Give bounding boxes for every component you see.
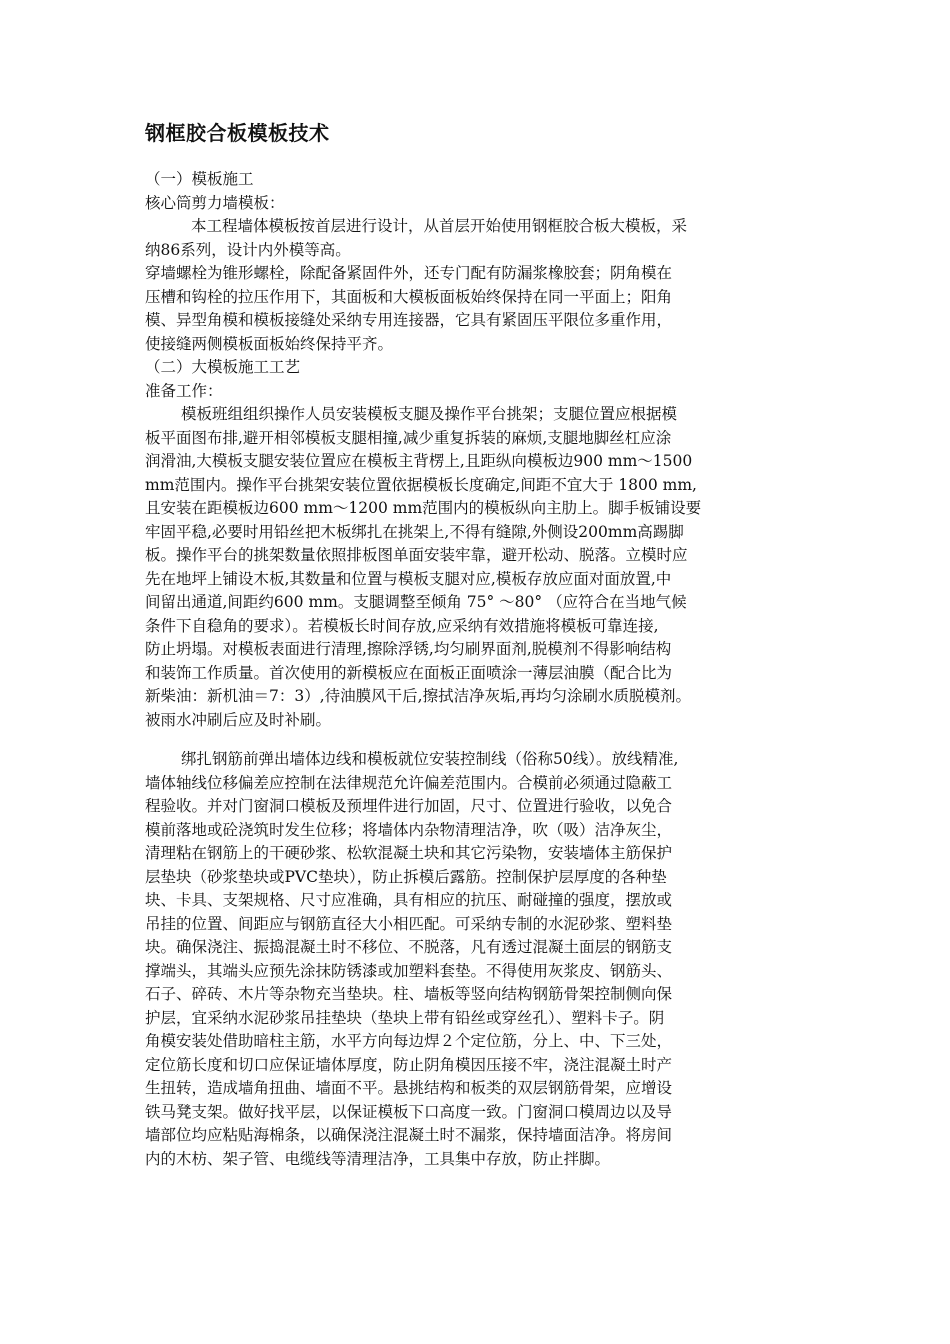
text-line: 块、卡具、支架规格、尺寸应准确，具有相应的抗压、耐碰撞的强度，摆放或 <box>145 891 673 909</box>
text-line: 角模安装处借助暗柱主筋，水平方向每边焊２个定位筋，分上、中、下三处， <box>145 1032 673 1050</box>
text-line: 且安装在距模板边600 mm～1200 mm范围内的模板纵向主肋上。脚手板铺设要 <box>145 499 702 517</box>
text-line: 定位筋长度和切口应保证墙体厚度，防止阴角模因压接不牢，浇注混凝土时产 <box>145 1055 673 1074</box>
text-line: 模、异型角模和模板接缝处采纳专用连接器，它具有紧固压平限位多重作用， <box>145 311 673 329</box>
text-line: 润滑油,大模板支腿安装位置应在模板主背楞上,且距纵向模板边900 mm～1500 <box>145 452 693 470</box>
text-line: 防止坍塌。对模板表面进行清理,擦除浮锈,均匀刷界面剂,脱模剂不得影响结构 <box>145 640 672 658</box>
text-line: 板平面图布排,避开相邻模板支腿相撞,减少重复拆装的麻烦,支腿地脚丝杠应涂 <box>145 428 672 447</box>
text-line: 绑扎钢筋前弹出墙体边线和模板就位安装控制线（俗称50线）。放线精准, <box>181 750 679 768</box>
text-line: 铁马凳支架。做好找平层，以保证模板下口高度一致。门窗洞口模周边以及导 <box>145 1102 673 1121</box>
document-page <box>145 118 825 1171</box>
text-line: 准备工作： <box>145 381 223 400</box>
text-line: 模前落地或砼浇筑时发生位移；将墙体内杂物清理洁净，吹（吸）洁净灰尘， <box>145 820 673 839</box>
text-line: 条件下自稳角的要求）。若模板长时间存放,应采纳有效措施将模板可靠连接, <box>145 616 659 635</box>
text-line: 核心筒剪力墙模板： <box>145 193 285 212</box>
text-line: 牢固平稳,必要时用铅丝把木板绑扎在挑架上,不得有缝隙,外侧设200mm高踢脚 <box>145 522 684 541</box>
text-line: 墙体轴线位移偏差应控制在法律规范允许偏差范围内。合模前必须通过隐蔽工 <box>145 773 673 792</box>
document-title: 钢框胶合板模板技术 <box>145 121 330 145</box>
text-line: 清理粘在钢筋上的干硬砂浆、松软混凝土块和其它污染物，安装墙体主筋保护 <box>145 844 673 862</box>
text-line: 被雨水冲刷后应及时补刷。 <box>145 710 332 729</box>
text-line: 新柴油：新机油＝7：3）,待油膜风干后,擦拭洁净灰垢,再均匀涂刷水质脱模剂。 <box>145 687 692 705</box>
text-line: （二）大模板施工工艺 <box>145 358 301 376</box>
text-line: 内的木枋、架子管、电缆线等清理洁净，工具集中存放，防止拌脚。 <box>145 1149 611 1168</box>
text-line: （一）模板施工 <box>145 170 254 188</box>
text-line: 压槽和钩栓的拉压作用下，其面板和大模板面板始终保持在同一平面上；阳角 <box>145 287 673 306</box>
text-line: 板。操作平台的挑架数量依照排板图单面安装牢靠，避开松动、脱落。立模时应 <box>145 546 688 564</box>
text-line: 墙部位均应粘贴海棉条，以确保浇注混凝土时不漏浆，保持墙面洁净。将房间 <box>145 1126 673 1144</box>
text-line: 层垫块（砂浆垫块或PVC垫块），防止拆模后露筋。控制保护层厚度的各种垫 <box>145 867 667 886</box>
text-line: 先在地坪上铺设木板,其数量和位置与模板支腿对应,模板存放应面对面放置,中 <box>145 569 672 588</box>
text-line: 本工程墙体模板按首层进行设计，从首层开始使用钢框胶合板大模板，采 <box>191 217 688 235</box>
text-line: 纳86系列，设计内外模等高。 <box>145 240 351 259</box>
text-line: 石子、碎砖、木片等杂物充当垫块。柱、墙板等竖向结构钢筋骨架控制侧向保 <box>145 985 673 1003</box>
text-line: mm范围内。操作平台挑架安装位置依据模板长度确定,间距不宜大于 1800 mm, <box>145 475 697 494</box>
text-line: 撑端头，其端头应预先涂抹防锈漆或加塑料套垫。不得使用灰浆皮、钢筋头、 <box>145 961 673 980</box>
text-line: 生扭转，造成墙角扭曲、墙面不平。悬挑结构和板类的双层钢筋骨架，应增设 <box>145 1079 673 1097</box>
text-line: 穿墙螺栓为锥形螺栓，除配备紧固件外，还专门配有防漏浆橡胶套；阴角模在 <box>145 264 673 282</box>
text-line: 间留出通道,间距约600 mm。支腿调整至倾角 75° ～80° （应符合在当地气候 <box>145 593 687 611</box>
text-line: 模板班组组织操作人员安装模板支腿及操作平台挑架；支腿位置应根据模 <box>181 405 678 423</box>
text-line: 和装饰工作质量。首次使用的新模板应在面板正面喷涂一薄层油膜（配合比为 <box>145 663 673 682</box>
text-line: 护层，宜采纳水泥砂浆吊挂垫块（垫块上带有铅丝或穿丝孔）、塑料卡子。阴 <box>145 1008 665 1027</box>
paragraph-gap <box>145 732 825 748</box>
document-body <box>145 168 825 1171</box>
text-line: 吊挂的位置、间距应与钢筋直径大小相匹配。可采纳专制的水泥砂浆、塑料垫 <box>145 914 673 933</box>
text-line: 使接缝两侧模板面板始终保持平齐。 <box>145 334 394 353</box>
text-line: 块。确保浇注、振捣混凝土时不移位、不脱落，凡有透过混凝土面层的钢筋支 <box>145 938 673 956</box>
text-line: 程验收。并对门窗洞口模板及预埋件进行加固，尺寸、位置进行验收，以免合 <box>145 797 673 815</box>
